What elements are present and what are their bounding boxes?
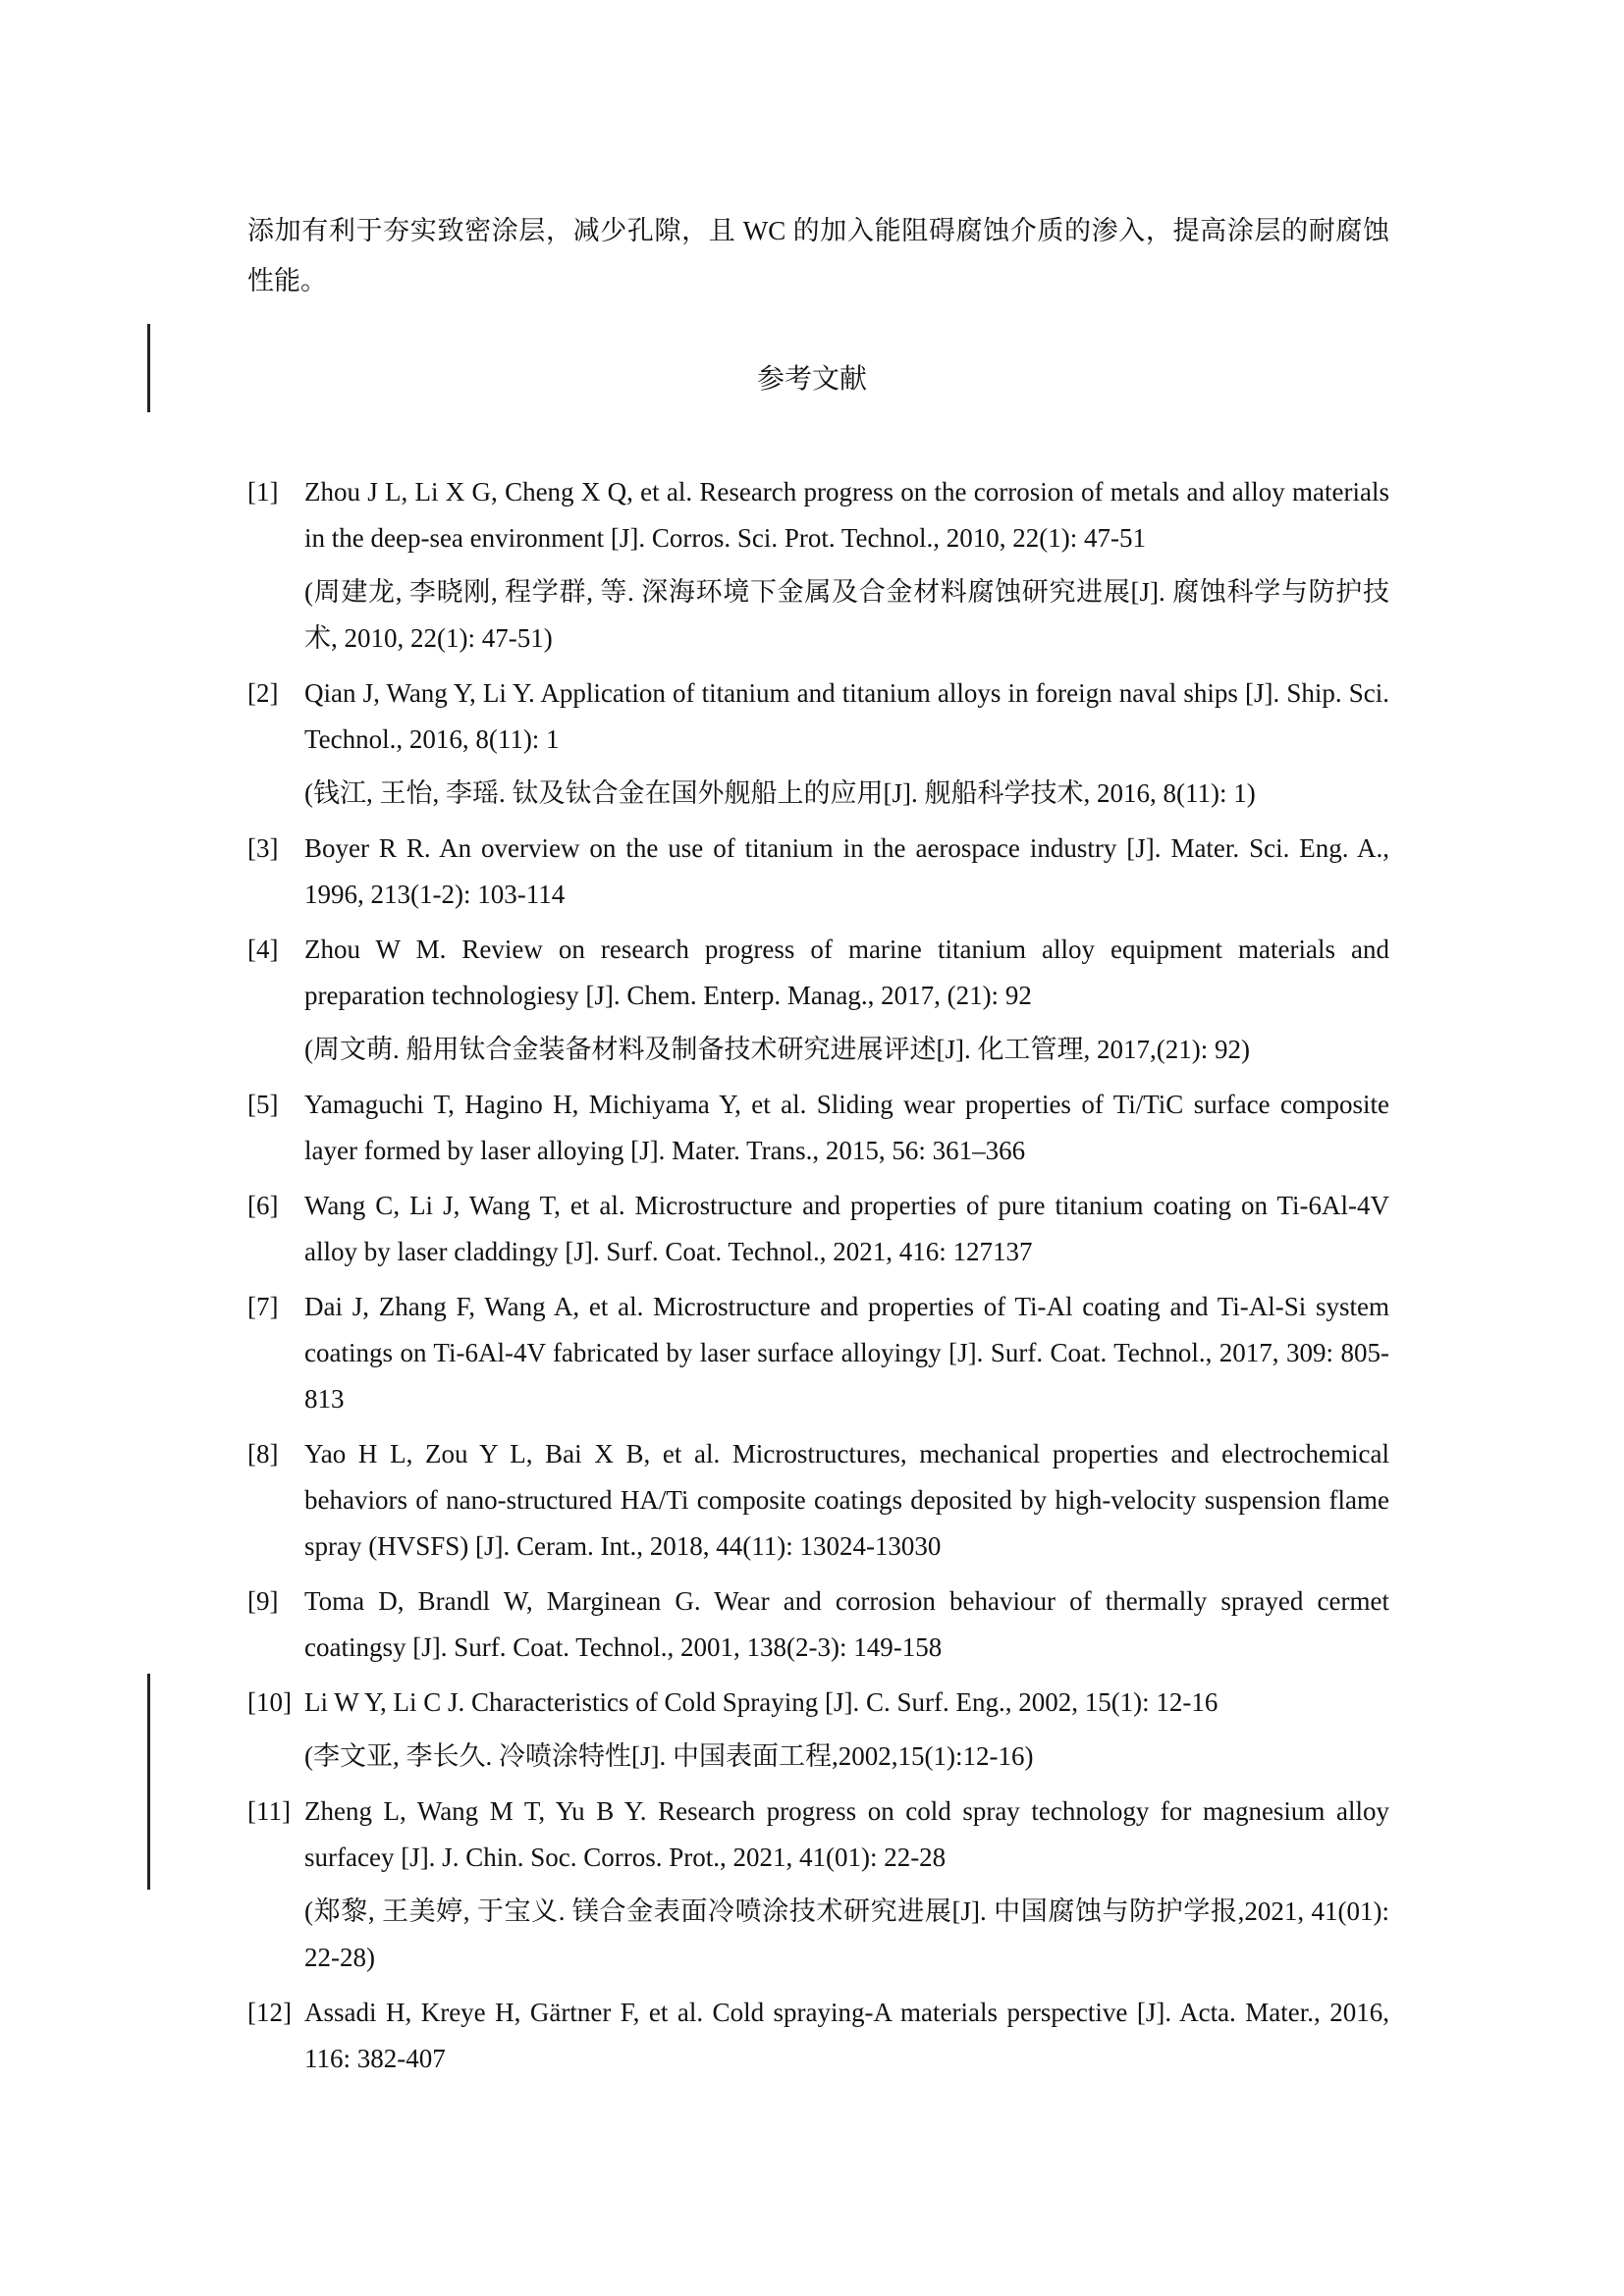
reference-english: Li W Y, Li C J. Characteristics of Cold Spraying [J]. C. Surf. Eng., 2002, 15(1): 12-16 [304, 1687, 1218, 1717]
reference-list [247, 469, 1389, 2091]
reference-english: Zheng L, Wang M T, Yu B Y. Research progress on cold spray technology for magnesium alloy surfacey [J]. J. Chin. Soc. Corros. Prot., 2021, 41(01): 22-28 [304, 1796, 1389, 1872]
reference-english: Dai J, Zhang F, Wang A, et al. Microstructure and properties of Ti-Al coating and Ti-Al-Si system coatings on Ti-6Al-4V fabricated by laser surface alloyingy [J]. Surf. Coat. Technol., 2017, 309: 805-813 [304, 1292, 1389, 1414]
reference-english: Toma D, Brandl W, Marginean G. Wear and corrosion behaviour of thermally sprayed cermet coatingsy [J]. Surf. Coat. Technol., 2001, 138(2-3): 149-158 [304, 1586, 1389, 1662]
reference-english: Assadi H, Kreye H, Gärtner F, et al. Cold spraying-A materials perspective [J]. Acta. Mater., 2016, 116: 382-407 [304, 1998, 1389, 2073]
reference-number: [8] [247, 1439, 279, 1468]
reference-item [247, 1284, 1389, 1422]
reference-number: [2] [247, 678, 279, 708]
reference-number: [11] [247, 1796, 291, 1826]
reference-chinese: (周建龙, 李晓刚, 程学群, 等. 深海环境下金属及合金材料腐蚀研究进展[J]. 腐蚀科学与防护技术, 2010, 22(1): 47-51) [304, 577, 1389, 653]
reference-number: [4] [247, 934, 279, 964]
reference-item [247, 1789, 1389, 1981]
reference-number: [12] [247, 1998, 292, 2027]
reference-number: [1] [247, 477, 279, 507]
reference-number: [6] [247, 1191, 279, 1220]
reference-number: [9] [247, 1586, 279, 1616]
reference-english: Wang C, Li J, Wang T, et al. Microstructure and properties of pure titanium coating on Ti-6Al-4V alloy by laser claddingy [J]. Surf. Coat. Technol., 2021, 416: 127137 [304, 1191, 1389, 1266]
reference-english: Qian J, Wang Y, Li Y. Application of titanium and titanium alloys in foreign naval ships [J]. Ship. Sci. Technol., 2016, 8(11): 1 [304, 678, 1389, 754]
reference-english: Yao H L, Zou Y L, Bai X B, et al. Microstructures, mechanical properties and electrochemical behaviors of nano-structured HA/Ti composite coatings deposited by high-velocity suspension flame spray (HVSFS) [J]. Ceram. Int., 2018, 44(11): 13024-13030 [304, 1439, 1389, 1561]
reference-item [247, 1431, 1389, 1570]
reference-chinese: (钱江, 王怡, 李瑶. 钛及钛合金在国外舰船上的应用[J]. 舰船科学技术, 2016, 8(11): 1) [304, 778, 1256, 808]
reference-item [247, 469, 1389, 662]
body-paragraph: 添加有利于夯实致密涂层，减少孔隙，且 WC 的加入能阻碍腐蚀介质的渗入，提高涂层的耐腐蚀性能。 [247, 216, 1389, 295]
reference-item [247, 927, 1389, 1073]
reference-item [247, 1183, 1389, 1275]
reference-number: [3] [247, 833, 279, 863]
reference-chinese: (周文萌. 船用钛合金装备材料及制备技术研究进展评述[J]. 化工管理, 2017,(21): 92) [304, 1035, 1250, 1064]
reference-english: Zhou W M. Review on research progress of marine titanium alloy equipment materials and preparation technologiesy [J]. Chem. Enterp. Manag., 2017, (21): 92 [304, 934, 1389, 1010]
reference-number: [7] [247, 1292, 279, 1321]
reference-english: Yamaguchi T, Hagino H, Michiyama Y, et al. Sliding wear properties of Ti/TiC surface composite layer formed by laser alloying [J]. Mater. Trans., 2015, 56: 361–366 [304, 1090, 1389, 1165]
reference-item [247, 1082, 1389, 1174]
reference-item [247, 670, 1389, 817]
reference-number: [5] [247, 1090, 279, 1119]
reference-chinese: (李文亚, 李长久. 冷喷涂特性[J]. 中国表面工程,2002,15(1):12-16) [304, 1741, 1034, 1771]
references-heading: 参考文献 [756, 364, 867, 395]
reference-english: Boyer R R. An overview on the use of titanium in the aerospace industry [J]. Mater. Sci. Eng. A., 1996, 213(1-2): 103-114 [304, 833, 1389, 909]
reference-item [247, 1578, 1389, 1671]
reference-chinese: (郑黎, 王美婷, 于宝义. 镁合金表面冷喷涂技术研究进展[J]. 中国腐蚀与防护学报,2021, 41(01): 22-28) [304, 1896, 1389, 1972]
reference-number: [10] [247, 1687, 292, 1717]
reference-item [247, 826, 1389, 918]
revision-bar [147, 1674, 150, 1890]
reference-item [247, 1990, 1389, 2082]
reference-english: Zhou J L, Li X G, Cheng X Q, et al. Research progress on the corrosion of metals and alloy materials in the deep-sea environment [J]. Corros. Sci. Prot. Technol., 2010, 22(1): 47-51 [304, 477, 1389, 553]
reference-item [247, 1680, 1389, 1780]
